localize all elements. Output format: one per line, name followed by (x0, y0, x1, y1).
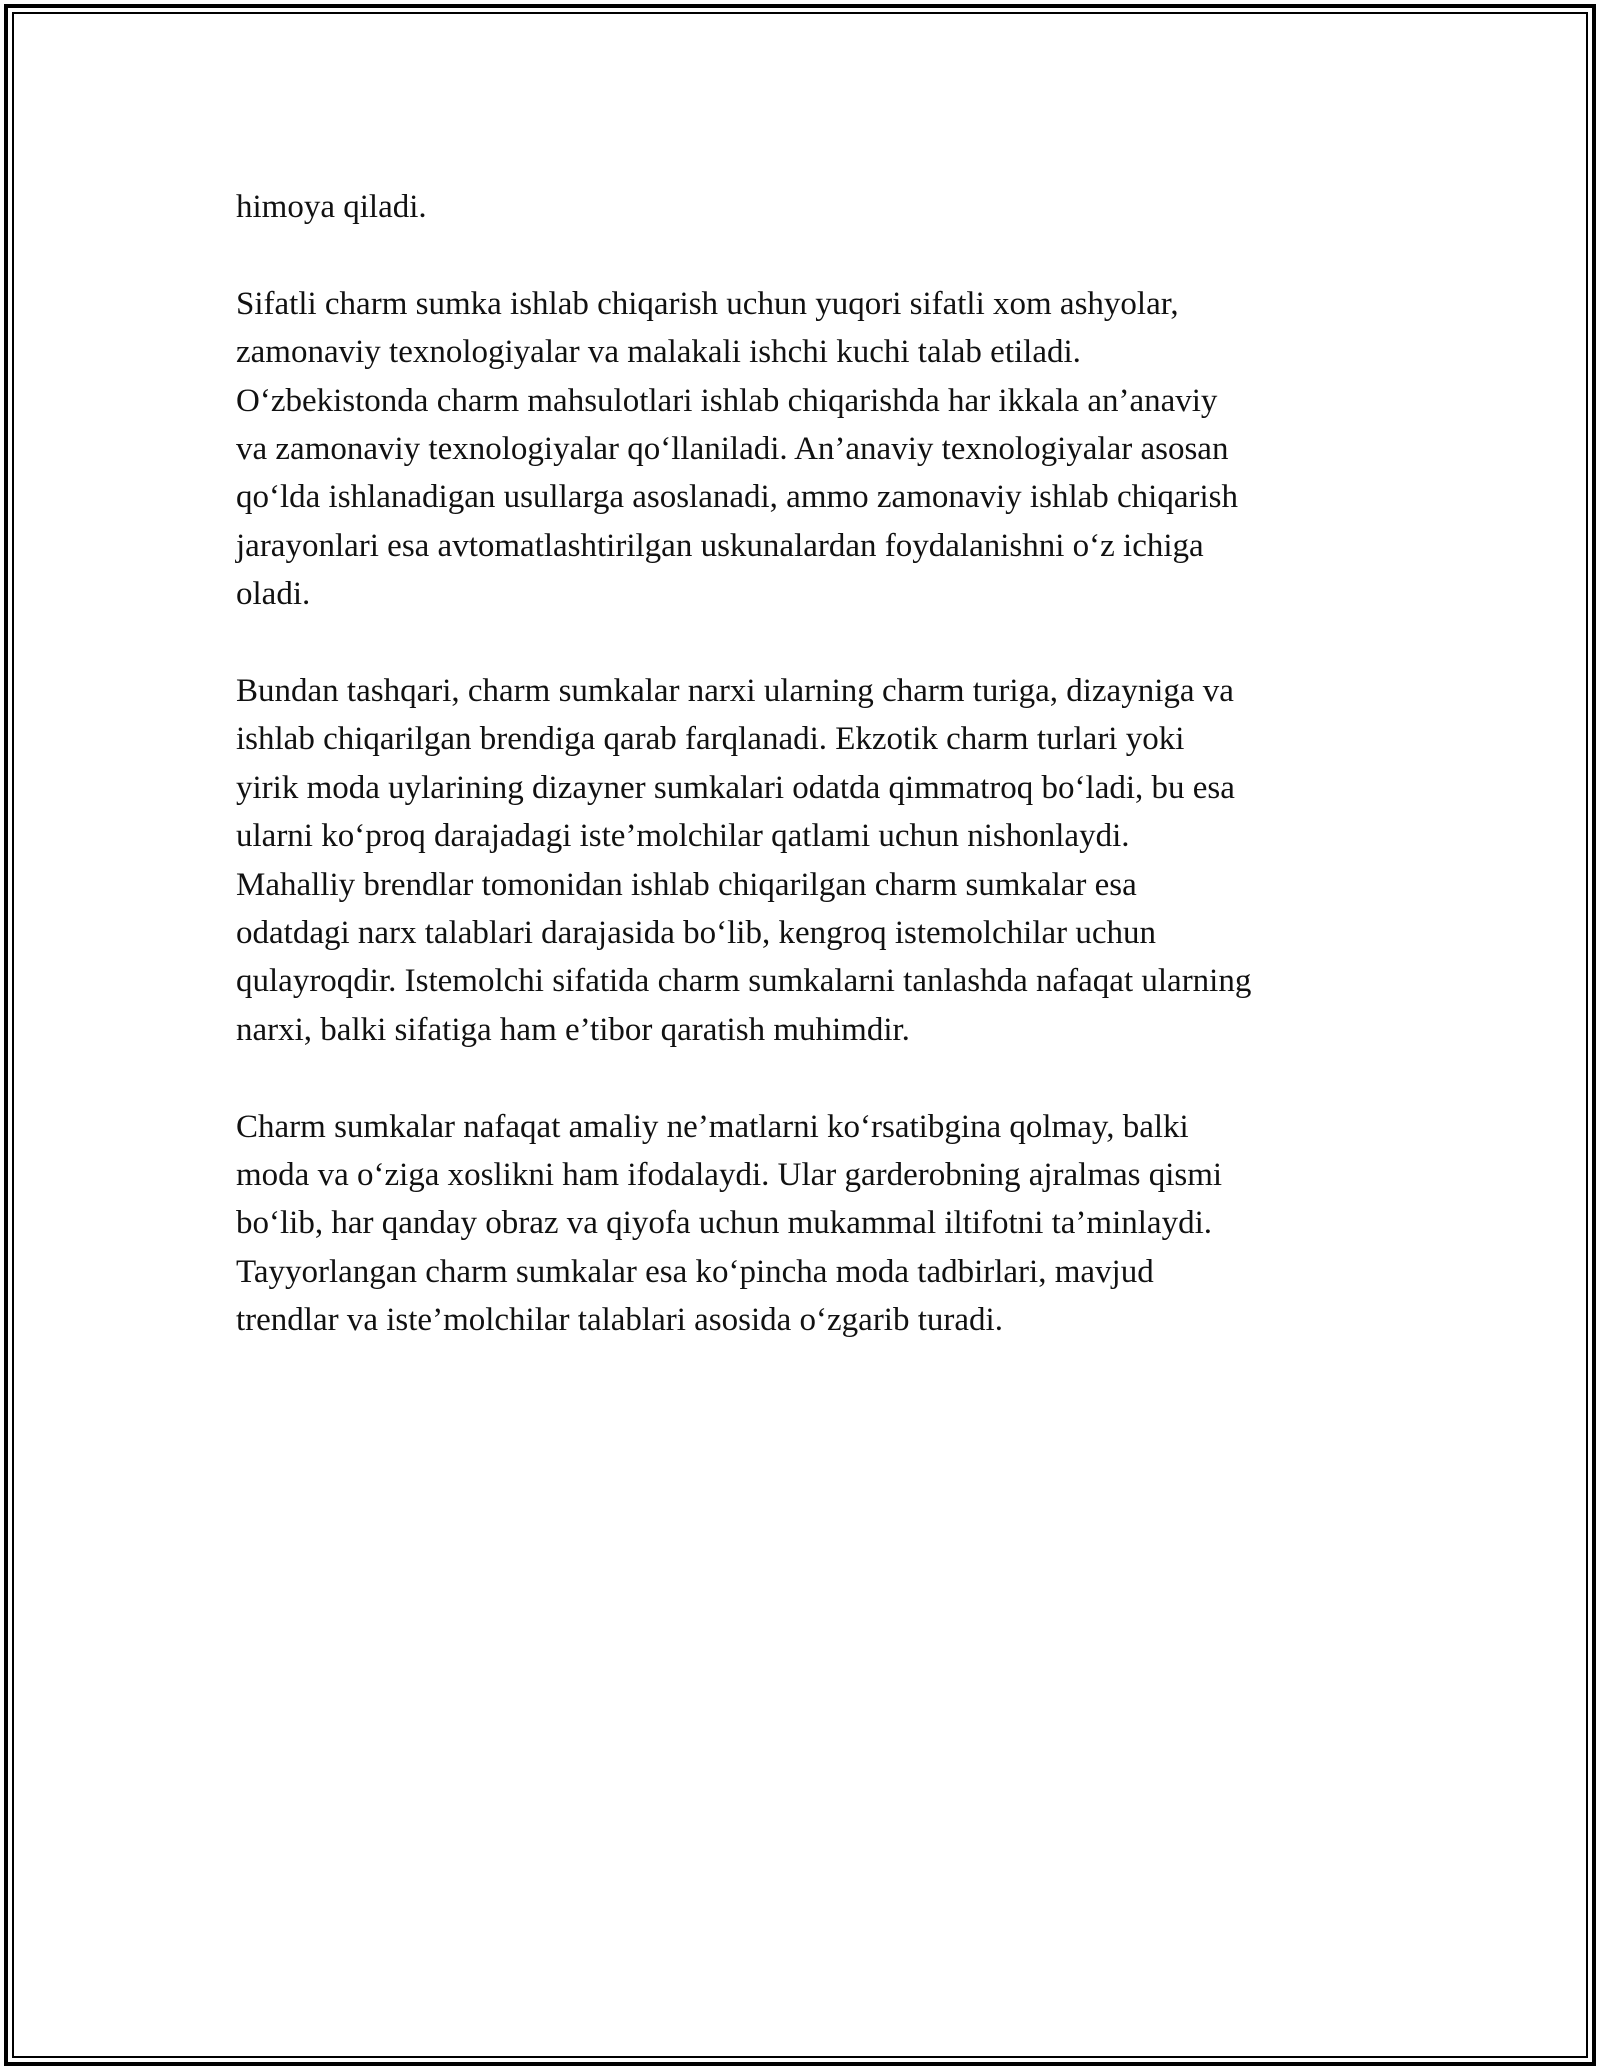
text-line: O‘zbekistonda charm mahsulotlari ishlab chiqarishda har ikkala an’anaviy (236, 382, 1218, 419)
text-line: narxi, balki sifatiga ham e’tibor qaratish muhimdir. (236, 1011, 910, 1048)
text-line: odatdagi narx talablari darajasida bo‘lib, kengroq istemolchilar uchun (236, 915, 1157, 952)
text-line: jarayonlari esa avtomatlashtirilgan uskunalardan foydalanishni o‘z ichiga (236, 527, 1204, 564)
text-line: bo‘lib, har qanday obraz va qiyofa uchun mukammal iltifotni ta’minlaydi. (236, 1205, 1212, 1242)
paragraph-2 (236, 280, 1376, 619)
text-line: qulayroqdir. Istemolchi sifatida charm sumkalarni tanlashda nafaqat ularning (236, 963, 1252, 1000)
paragraph-3 (236, 667, 1376, 1054)
paragraph-1 (236, 183, 1376, 231)
text-line: Mahalliy brendlar tomonidan ishlab chiqarilgan charm sumkalar esa (236, 866, 1137, 903)
text-line: trendlar va iste’molchilar talablari asosida o‘zgarib turadi. (236, 1302, 1003, 1339)
text-line: ishlab chiqarilgan brendiga qarab farqlanadi. Ekzotik charm turlari yoki (236, 721, 1185, 758)
text-line: himoya qiladi. (236, 189, 427, 225)
paragraph-4 (236, 1103, 1376, 1345)
text-line: moda va o‘ziga xoslikni ham ifodalaydi. Ular garderobning ajralmas qismi (236, 1157, 1223, 1194)
text-line: yirik moda uylarining dizayner sumkalari odatda qimmatroq bo‘ladi, bu esa (236, 769, 1235, 806)
text-line: qo‘lda ishlanadigan usullarga asoslanadi, ammo zamonaviy ishlab chiqarish (236, 479, 1238, 516)
text-line: Bundan tashqari, charm sumkalar narxi ularning charm turiga, dizayniga va (236, 673, 1234, 710)
text-line: Charm sumkalar nafaqat amaliy ne’matlarni ko‘rsatibgina qolmay, balki (236, 1108, 1189, 1145)
text-line: Sifatli charm sumka ishlab chiqarish uchun yuqori sifatli xom ashyolar, (236, 285, 1179, 322)
document-body (236, 183, 1376, 1393)
text-line: va zamonaviy texnologiyalar qo‘llaniladi. An’anaviy texnologiyalar asosan (236, 431, 1229, 468)
text-line: ularni ko‘proq darajadagi iste’molchilar qatlami uchun nishonlaydi. (236, 818, 1130, 855)
text-line: zamonaviy texnologiyalar va malakali ishchi kuchi talab etiladi. (236, 334, 1081, 371)
text-line: oladi. (236, 576, 311, 613)
text-line: Tayyorlangan charm sumkalar esa ko‘pincha moda tadbirlari, mavjud (236, 1253, 1154, 1290)
